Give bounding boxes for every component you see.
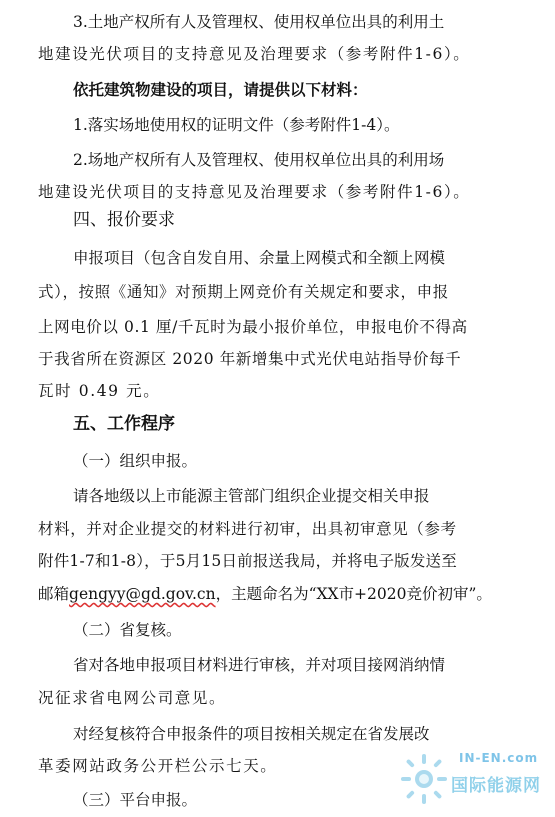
text-line: 1.落实场地使用权的证明文件（参考附件1-4）。 [73,116,400,134]
watermark-brand-top: IN-EN.com [459,751,539,765]
section-heading: 五、工作程序 [73,414,175,434]
text-line: 3.土地产权所有人及管理权、使用权单位出具的利用土 [73,13,445,31]
watermark-brand-bottom: 国际能源网 [451,776,541,796]
text-line: 对经复核符合申报条件的项目按相关规定在省发展改 [73,725,430,743]
text-line: 革委网站政务公开栏公示七天。 [38,757,278,775]
text-line: 申报项目（包含自发自用、余量上网模式和全额上网模 [73,249,446,267]
sun-logo-icon [399,749,449,807]
text-line: 省对各地申报项目材料进行审核，并对项目接网消纳情 [73,656,446,674]
text-line: 附件1-7和1-8），于5月15日前报送我局，并将电子版发送至 [38,552,457,570]
text-line: 上网电价以 0.1 厘/千瓦时为最小报价单位，申报电价不得高 [38,318,468,336]
text-line-email [38,584,492,604]
text-line: 况征求省电网公司意见。 [38,689,227,707]
watermark-logo [399,749,549,811]
subsection-heading: （二）省复核。 [73,621,182,639]
subsection-heading: （一）组织申报。 [73,452,198,470]
text-line: 2.场地产权所有人及管理权、使用权单位出具的利用场 [73,151,445,169]
text-line: 材料，并对企业提交的材料进行初审，出具初审意见（参考 [38,520,457,538]
text-line: 请各地级以上市能源主管部门组织企业提交相关申报 [73,487,430,505]
section-heading: 四、报价要求 [73,210,175,230]
subsection-heading: （三）平台申报。 [73,791,198,809]
text-line: 于我省所在资源区 2020 年新增集中式光伏电站指导价每千 [38,350,462,368]
text-line: 地建设光伏项目的支持意见及治理要求（参考附件1-6）。 [38,183,471,201]
email-suffix: ，主题命名为“XX市+2020竞价初审”。 [215,585,492,603]
subsection-heading: 依托建筑物建设的项目，请提供以下材料： [73,80,368,99]
text-line: 地建设光伏项目的支持意见及治理要求（参考附件1-6）。 [38,45,471,63]
email-prefix: 邮箱 [38,585,70,603]
text-line: 式），按照《通知》对预期上网竞价有关规定和要求，申报 [38,283,449,301]
email-address: gengyy@gd.gov.cn [69,585,216,603]
text-line: 瓦时 0.49 元。 [38,382,161,400]
